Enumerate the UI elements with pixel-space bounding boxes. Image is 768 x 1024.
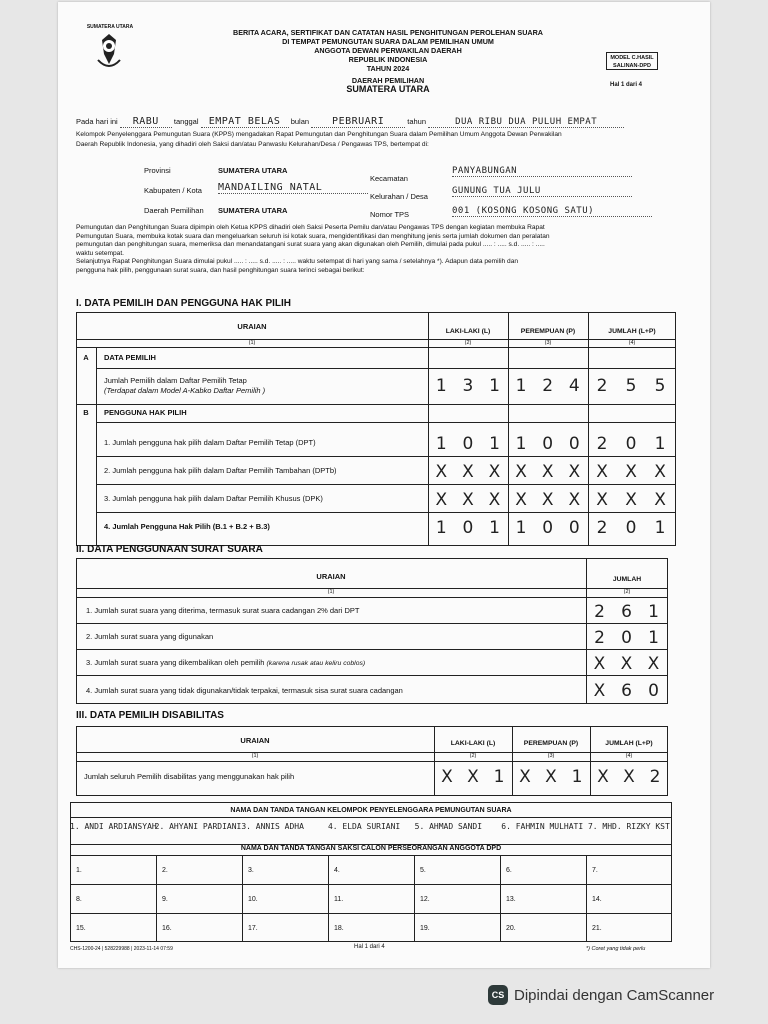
sig-hline [70,817,672,818]
digit: 1 [648,602,659,622]
digit: X [623,767,635,787]
s1-hline [76,347,676,348]
sig-vline [328,855,329,942]
s3-num3: (3) [547,753,555,759]
digit: X [654,490,666,510]
s2-num2: (2) [623,589,631,595]
digit: 5 [625,376,637,396]
s1-a-row1b: (Terdapat dalam Model A-Kabko Daftar Pemilih ) [104,386,266,395]
digit: X [597,767,609,787]
saksi-11: 11. [334,896,344,903]
s1-hline [76,404,676,405]
saksi-1: 1. [76,867,82,874]
digit: 2 [596,518,608,538]
s1-hline [96,422,676,423]
digit: 2 [596,376,608,396]
digit: X [462,490,474,510]
daerah-value: SUMATERA UTARA [218,206,288,215]
digit: X [625,462,637,482]
kabupaten-label: Kabupaten / Kota [144,186,202,195]
digit: 1 [489,518,500,538]
digit: X [467,767,479,787]
header-line1: BERITA ACARA, SERTIFIKAT DAN CATATAN HASIL PENGHITUNGAN PEROLEHAN SUARA [233,28,543,37]
digit: 6 [621,681,632,701]
saksi-19: 19. [420,925,430,932]
digit: 1 [571,767,583,787]
digit: 1 [435,518,447,538]
kpps-sig-7: 7. MHD. RIZKY KST [587,822,670,831]
digit: X [435,490,448,510]
s2-hline [76,649,668,650]
model-box [606,52,658,70]
kpps-sig-4: 4. ELDA SURIANI [327,822,401,831]
intro-text-1: Kelompok Penyelenggara Pemungutan Suara (KPPS) mengadakan Rapat Pemungutan dan Penghitungan Suara dalam Pemilihan Umum Anggota Dewan Perwakilan [76,131,562,138]
digit: 0 [621,628,632,648]
provinsi-label: Provinsi [144,166,171,175]
saksi-5: 5. [420,867,426,874]
digit: X [488,462,501,482]
digit: 0 [542,434,554,454]
camscanner-logo-icon: CS [488,985,508,1005]
s1-row3-label: 3. Jumlah pengguna hak pilih dalam Daftar Pemilih Khusus (DPK) [104,494,323,503]
digit: X [435,462,448,482]
s1-num1: (1) [248,340,256,346]
digit: X [596,490,608,510]
digit: 1 [515,376,527,396]
day-value: RABU [120,116,172,128]
kpps-sig-5: 5. AHMAD SANDI [414,822,483,831]
tahun-label: tahun [407,117,427,126]
s2-col-uraian: URAIAN [316,572,346,581]
daerah-label: Daerah Pemilihan [144,206,204,215]
digit: X [593,681,606,701]
model-line2: SALINAN-DPD [613,63,651,69]
page-indicator: Hal 1 dari 4 [610,82,643,88]
s3-num4: (4) [625,753,633,759]
kelurahan-value: GUNUNG TUA JULU [452,186,632,197]
month-value: PEBRUARI [311,116,405,128]
s1-row1-label: 1. Jumlah pengguna hak pilih dalam Daftar Pemilih Tetap (DPT) [104,438,316,447]
saksi-4: 4. [334,867,340,874]
kpps-sig-1: 1. ANDI ARDIANSYAH [70,822,157,831]
digit: 1 [515,434,527,454]
s2-row3-note: (karena rusak atau keliru coblos) [266,660,366,667]
s2-row2-label: 2. Jumlah surat suara yang digunakan [86,632,214,641]
digit: 0 [568,434,580,454]
sig-hline [70,855,672,856]
s1-row2-label: 2. Jumlah pengguna hak pilih dalam Daftar Pemilih Tambahan (DPTb) [104,466,337,475]
digit: 0 [462,434,474,454]
s1-a-row1: Jumlah Pemilih dalam Daftar Pemilih Tetap [104,376,247,385]
digit: X [568,462,581,482]
header-line4: REPUBLIK INDONESIA [348,55,428,64]
s1-num2: (2) [464,340,472,346]
s1-col-perempuan: PEREMPUAN (P) [520,328,576,335]
kpps-title: NAMA DAN TANDA TANGAN KELOMPOK PENYELENGGARA PEMUNGUTAN SUARA [230,807,512,814]
s2-row3-label [86,658,365,667]
kpu-logo [78,20,140,82]
provinsi-value: SUMATERA UTARA [218,166,288,175]
digit: 1 [489,434,500,454]
camscanner-text: Dipindai dengan CamScanner [514,986,715,1004]
s1-num4: (4) [628,340,636,346]
s2-row2-values [586,628,668,648]
digit: X [568,490,581,510]
digit: 1 [435,434,447,454]
procedure-paragraph [76,224,698,276]
s1-col-laki: LAKI-LAKI (L) [445,328,491,335]
saksi-10: 10. [248,896,258,903]
form-sheet [58,2,710,968]
paragraph-line1: Pemungutan dan Penghitungan Suara dipimpin oleh Ketua KPPS dihadiri oleh Saksi Peserta Pemilu dan/atau Pengawas TPS dengan kegiatan membuka Rapat [76,224,545,231]
s2-row1-values [586,602,668,622]
s2-row1-label: 1. Jumlah surat suara yang diterima, termasuk surat suara cadangan 2% dari DPT [86,606,360,615]
s1-hline [96,484,676,485]
digit: 2 [649,767,661,787]
saksi-15: 15. [76,925,86,932]
digit: X [625,490,637,510]
s2-row3-values [586,654,668,674]
paragraph-line6: pengguna hak pilih, penggunaan surat suara, dan hasil penghitungan suara terinci sebagai berikut: [76,266,365,274]
footer-page: Hal 1 dari 4 [354,944,385,950]
date-value: EMPAT BELAS [201,116,289,128]
saksi-8: 8. [76,896,82,903]
sig-hline [70,913,672,914]
digit: X [647,654,660,674]
s3-row-values [434,767,668,787]
s1-hline [96,368,676,369]
s2-hline [76,675,668,676]
sig-vline [414,855,415,942]
s3-num1: (1) [251,753,259,759]
s2-col-jumlah: JUMLAH [612,576,642,583]
s2-row4-label: 4. Jumlah surat suara yang tidak digunakan/tidak terpakai, termasuk sisa surat suara cadangan [86,686,403,695]
kpps-sig-6: 6. FAHMIN MULHATI [501,822,584,831]
year-value: DUA RIBU DUA PULUH EMPAT [428,117,624,128]
saksi-9: 9. [162,896,168,903]
sig-vline [156,855,157,942]
digit: X [541,462,554,482]
kpps-signatures [70,822,672,842]
intro-line [76,116,696,128]
saksi-3: 3. [248,867,254,874]
digit: 6 [621,602,632,622]
saksi-16: 16. [162,925,172,932]
saksi-12: 12. [420,896,430,903]
s1-a-letter: A [83,353,89,362]
s2-row3-text: 3. Jumlah surat suara yang dikembalikan oleh pemilih [86,658,265,667]
digit: 0 [568,518,580,538]
s1-row2-values [428,462,676,482]
kpps-sig-3: 3. ANNIS ADHA [241,822,304,831]
paragraph-line3: pemungutan dan penghitungan suara, memeriksa dan menandatangani surat suara yang akan digunakan oleh Pemilih, dimulai pada pukul ..... : ..... s.d. ..... : ..... [76,241,545,249]
pada-hari-ini-label: Pada hari ini [76,117,118,126]
saksi-2: 2. [162,867,168,874]
saksi-18: 18. [334,925,344,932]
s3-num2: (2) [469,753,477,759]
digit: X [654,462,666,482]
digit: 5 [654,376,666,396]
digit: X [596,462,608,482]
tanggal-label: tanggal [173,117,199,126]
s1-row1-values [428,434,676,454]
digit: X [488,490,501,510]
s2-row4-values [586,681,668,701]
digit: 1 [648,628,659,648]
digit: X [593,654,606,674]
digit: 2 [594,602,605,622]
s1-row4-label: 4. Jumlah Pengguna Hak Pilih (B.1 + B.2 + B.3) [104,522,270,531]
s1-a-values [428,376,676,402]
section2-title: II. DATA PENGGUNAAN SURAT SUARA [76,544,263,555]
region-label: DAERAH PEMILIHAN [351,76,425,85]
header-line2: DI TEMPAT PEMUNGUTAN SUARA DALAM PEMILIHAN UMUM [282,37,494,46]
section3-title: III. DATA PEMILIH DISABILITAS [76,710,224,721]
saksi-14: 14. [592,896,602,903]
saksi-13: 13. [506,896,516,903]
sig-vline [500,855,501,942]
s1-hline [96,456,676,457]
saksi-20: 20. [506,925,516,932]
digit: X [620,654,633,674]
footer-note: *) Coret yang tidak perlu [586,946,646,952]
digit: 1 [654,434,666,454]
digit: 0 [648,681,659,701]
tps-label: Nomor TPS [370,210,410,219]
digit: 1 [654,518,666,538]
digit: 0 [625,518,637,538]
bulan-label: bulan [290,117,310,126]
digit: 1 [515,518,527,538]
saksi-17: 17. [248,925,258,932]
sig-vline [586,855,587,942]
s1-hline [96,512,676,513]
digit: 3 [462,376,474,396]
kecamatan-value: PANYABUNGAN [452,166,632,177]
digit: 2 [542,376,554,396]
s1-row3-values [428,490,676,510]
s2-num1: (1) [327,589,335,595]
model-line1: MODEL C.HASIL [610,55,654,61]
section1-title: I. DATA PEMILIH DAN PENGGUNA HAK PILIH [76,298,291,309]
digit: 1 [493,767,505,787]
sig-vline [242,855,243,942]
header-line5: TAHUN 2024 [366,64,410,73]
s1-b-title: PENGGUNA HAK PILIH [104,408,187,417]
digit: 2 [596,434,608,454]
digit: X [515,490,527,510]
s1-a-title: DATA PEMILIH [104,353,156,362]
s1-col-uraian: URAIAN [237,322,267,331]
s1-vline [96,347,97,546]
s1-col-jumlah: JUMLAH (L+P) [608,328,656,335]
camscanner-watermark [488,985,714,1005]
s2-hline [76,597,668,598]
digit: 2 [594,628,605,648]
digit: 0 [625,434,637,454]
s2-hline [76,623,668,624]
saksi-21: 21. [592,925,602,932]
tps-value: 001 (KOSONG KOSONG SATU) [452,206,652,217]
paragraph-line2: Pemungutan Suara, membuka kotak suara dan mengeluarkan seluruh isi kotak suara, mengidentifikasi dan menghitung jenis serta jumlah dokumen dan peralatan [76,232,550,240]
digit: X [515,462,527,482]
kpps-sig-2: 2. AHYANI PARDIANI [154,822,242,831]
digit: 4 [568,376,580,396]
s1-num3: (3) [544,340,552,346]
s3-hline [76,761,668,762]
s1-row4-values [428,518,676,538]
s3-col-uraian: URAIAN [240,736,270,745]
region-name: SUMATERA UTARA [346,84,430,94]
kecamatan-label: Kecamatan [370,174,408,183]
digit: X [545,767,557,787]
kelurahan-label: Kelurahan / Desa [370,192,428,201]
s3-row-label: Jumlah seluruh Pemilih disabilitas yang menggunakan hak pilih [84,772,295,781]
digit: X [441,767,453,787]
logo-text: SUMATERA UTARA [86,24,134,30]
header-block [178,28,598,94]
footer-code: CHS-1200-24 | 528229988 | 2023-11-14 07:59 [70,946,173,952]
s3-col-jumlah: JUMLAH (L+P) [605,740,653,747]
kabupaten-value: MANDAILING NATAL [218,182,368,194]
s3-col-laki: LAKI-LAKI (L) [450,740,496,747]
digit: 0 [542,518,554,538]
digit: X [462,462,474,482]
header-line3: ANGGOTA DEWAN PERWAKILAN DAERAH [314,46,462,55]
s1-b-letter: B [83,408,89,417]
digit: X [541,490,554,510]
digit: 1 [489,376,500,396]
intro-text-2: Daerah Republik Indonesia, yang dihadiri oleh Saksi dan/atau Panwaslu Kelurahan/Desa / Pengawas TPS, bertempat di: [76,141,429,148]
sig-hline [70,884,672,885]
s3-col-perempuan: PEREMPUAN (P) [523,740,579,747]
digit: X [519,767,531,787]
digit: 0 [462,518,474,538]
saksi-7: 7. [592,867,598,874]
paragraph-line5: Selanjutnya Rapat Penghitungan Suara dimulai pukul ..... : ..... s.d. ..... : ..... waktu setempat di hari yang sama / setelahnya *). Adapun data pemilih dan [76,258,519,266]
digit: 1 [435,376,447,396]
saksi-title: NAMA DAN TANDA TANGAN SAKSI CALON PERSEORANGAN ANGGOTA DPD [240,845,502,852]
paragraph-line4: waktu setempat. [76,249,125,257]
saksi-6: 6. [506,867,512,874]
